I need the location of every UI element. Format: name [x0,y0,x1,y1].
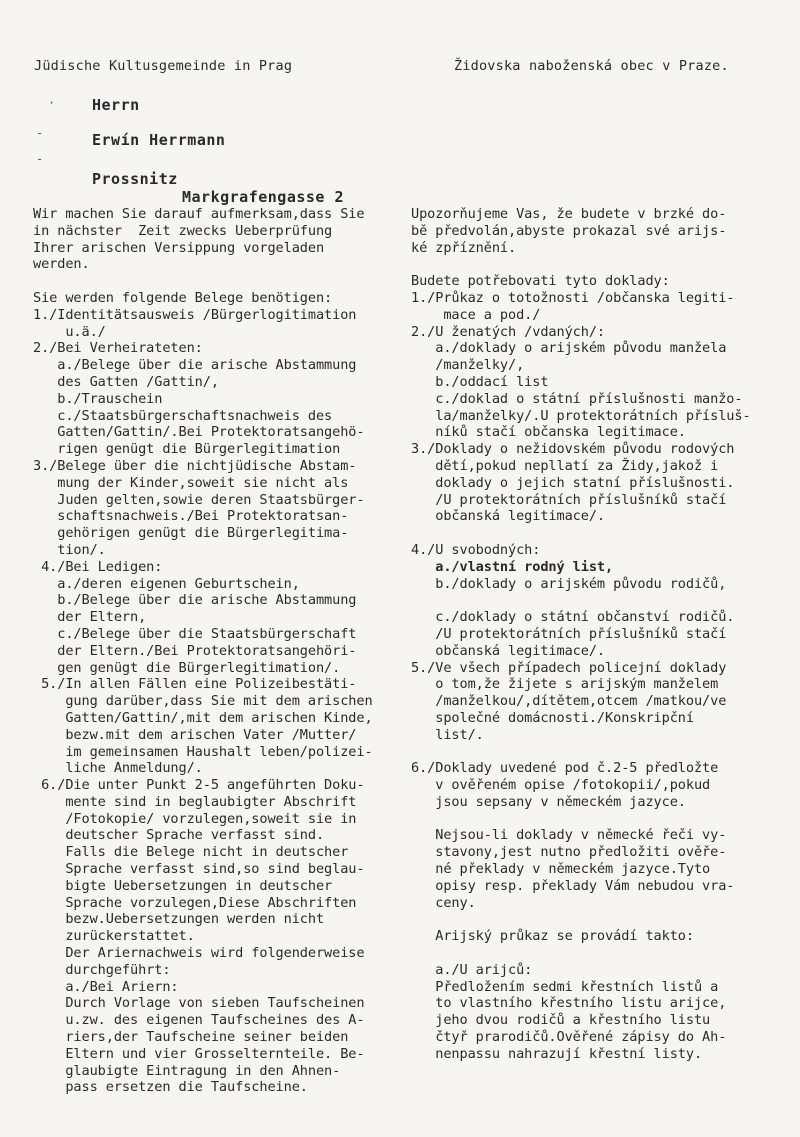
german-text-line: Juden gelten,sowie deren Staatsbürger- [33,491,365,508]
czech-text-line: 6./Doklady uvedené pod č.2-5 předložte [411,760,719,777]
czech-text-line: jsou sepsany v německém jazyce. [411,793,686,810]
margin-mark: · [48,96,56,110]
german-text-line [33,273,405,290]
german-text-column [33,206,405,1096]
czech-text-line: a./vlastní rodný list, [411,558,614,575]
german-text-line: c./Staatsbürgerschaftsnachweis des [33,407,333,424]
german-text-line: pass ersetzen die Taufscheine. [33,1079,308,1096]
german-text-line: 2./Bei Verheirateten: [33,340,203,357]
margin-mark: - [36,126,44,140]
czech-text-line: 4./U svobodných: [411,541,541,558]
czech-text-line: /U protektorátních příslušníků stačí [411,625,727,642]
czech-text-line: Předložením sedmi křestních listů a [411,978,719,995]
german-text-line: b./Trauschein [33,390,163,407]
german-text-line: in nächster Zeit zwecks Ueberprüfung [33,222,333,239]
german-text-line: durchgeführt: [33,961,171,978]
german-text-line: bezw.Uebersetzungen werden nicht [33,911,325,928]
german-text-line: 6./Die unter Punkt 2-5 angeführten Doku- [33,777,365,794]
address-city: Prossnitz [92,170,178,188]
czech-text-line: nenpassu nahrazují křestní listy. [411,1045,703,1062]
czech-text-line: občanská legitimace/. [411,642,606,659]
german-text-line: Ihrer arischen Versippung vorgeladen [33,239,325,256]
czech-text-line: dětí,pokud nepllatí za Židy,jakož i [411,457,719,474]
german-text-line: im gemeinsamen Haushalt leben/polizei- [33,743,373,760]
address-name: Erwín Herrmann [92,131,226,149]
czech-text-line [411,592,786,609]
czech-text-line: o tom,že žijete s arijským manželem [411,676,719,693]
german-text-line: u.ä./ [33,323,106,340]
german-text-line: des Gatten /Gattin/, [33,373,219,390]
german-text-line: /Fotokopie/ vorzulegen,soweit sie in [33,810,357,827]
czech-text-line: 5./Ve všech případech policejní doklady [411,659,727,676]
german-text-line: tion/. [33,541,106,558]
czech-text-line: bě předvolán,abyste prokazal své arijs- [411,222,727,239]
german-text-line: der Eltern, [33,609,147,626]
german-text-line: a./Bei Ariern: [33,978,179,995]
german-text-line: Wir machen Sie darauf aufmerksam,dass Sie [33,206,365,222]
czech-text-line: níků stačí občanska legitimace. [411,424,686,441]
address-salutation: Herrn [92,96,140,114]
czech-text-line: a./doklady o arijském původu manžela [411,340,727,357]
german-text-line: Der Ariernachweis wird folgenderweise [33,945,365,962]
czech-text-line: né překlady v německém jazyce.Tyto [411,861,711,878]
czech-text-line: ké zpříznění. [411,239,517,256]
czech-text-line: Arijský průkaz se provádí takto: [411,928,694,945]
german-text-line: 1./Identitätsausweis /Bürgerlogitimation [33,306,357,323]
german-text-line: liche Anmeldung/. [33,760,203,777]
czech-text-line [411,256,786,273]
czech-text-line: la/manželky/.U protektorátních přísluš- [411,407,751,424]
czech-text-line: občanská legitimace/. [411,508,606,525]
german-text-line: 5./In allen Fällen eine Polizeibestäti- [33,676,357,693]
czech-text-line: b./doklady o arijském původu rodičů, [411,575,727,592]
czech-text-line: ceny. [411,894,476,911]
german-text-line: c./Belege über die Staatsbürgerschaft [33,625,357,642]
czech-text-line: opisy resp. překlady Vám nebudou vra- [411,877,735,894]
czech-text-line: list/. [411,726,484,743]
czech-text-line: Budete potřebovati tyto doklady: [411,273,670,290]
german-text-line: mente sind in beglaubigter Abschrift [33,793,357,810]
german-text-line: Sprache vorzulegen,Diese Abschriften [33,894,357,911]
czech-text-line: jeho dvou rodičů a křestního listu [411,1012,711,1029]
german-text-line: rigen genügt die Bürgerlegitimation [33,441,341,458]
german-text-line: bigte Uebersetzungen in deutscher [33,877,333,894]
address-street: Markgrafengasse 2 [182,188,345,206]
czech-text-line [411,911,786,928]
german-text-line: mung der Kinder,soweit sie nicht als [33,474,349,491]
german-text-line: 4./Bei Ledigen: [33,558,163,575]
german-text-line: Durch Vorlage von sieben Taufscheinen [33,995,365,1012]
czech-text-line [411,744,786,761]
german-text-line: a./Belege über die arische Abstammung [33,357,357,374]
german-text-line: gen genügt die Bürgerlegitimation/. [33,659,341,676]
german-text-line: zurückerstattet. [33,928,195,945]
german-text-line: u.zw. des eigenen Taufscheines des A- [33,1012,365,1029]
german-text-line: schaftsnachweis./Bei Protektoratsan- [33,508,349,525]
czech-text-line: /U protektorátních příslušníků stačí [411,491,727,508]
czech-text-line: čtyř prarodičů.Ověřené zápisy do Ah- [411,1029,727,1046]
czech-text-line: /manželkou/,dítětem,otcem /matkou/ve [411,693,727,710]
german-text-line: a./deren eigenen Geburtschein, [33,575,300,592]
margin-mark: - [36,152,44,166]
czech-text-column [411,206,786,1063]
czech-text-line: c./doklady o státní občanství rodičů. [411,609,735,626]
german-text-line: werden. [33,256,90,273]
german-text-line: gehörigen genügt die Bürgerlegitima- [33,525,349,542]
german-text-line: der Eltern./Bei Protektoratsangehöri- [33,642,357,659]
czech-text-line: mace a pod./ [411,306,541,323]
german-text-line: b./Belege über die arische Abstammung [33,592,357,609]
german-text-line: Gatten/Gattin/,mit dem arischen Kinde, [33,709,373,726]
czech-text-line: společné domácnosti./Konskripční [411,709,694,726]
czech-text-line: c./doklad o státní příslušnosti manžo- [411,390,743,407]
czech-text-line [411,525,786,542]
german-text-line: glaubigte Eintragung in den Ahnen- [33,1062,341,1079]
german-text-line: 3./Belege über die nichtjüdische Abstam- [33,457,357,474]
czech-text-line: stavony,jest nutno předložiti ověře- [411,844,727,861]
german-text-line: gung darüber,dass Sie mit dem arischen [33,693,373,710]
czech-text-line: v ověřeném opise /fotokopii/,pokud [411,777,711,794]
czech-text-line: 2./U ženatých /vdaných/: [411,323,606,340]
czech-text-line: to vlastního křestního listu arijce, [411,995,727,1012]
czech-text-line: Nejsou-li doklady v německé řeči vy- [411,827,727,844]
german-text-line: bezw.mit dem arischen Vater /Mutter/ [33,726,357,743]
german-text-line: deutscher Sprache verfasst sind. [33,827,325,844]
german-text-line: Sprache verfasst sind,so sind beglau- [33,861,365,878]
header-left: Jüdische Kultusgemeinde in Prag [34,58,293,74]
czech-text-line: /manželky/, [411,357,525,374]
czech-text-line: a./U arijců: [411,961,533,978]
german-text-line: Sie werden folgende Belege benötigen: [33,289,333,306]
czech-text-line [411,811,786,828]
german-text-line: Falls die Belege nicht in deutscher [33,844,349,861]
header-right: Židovska naboženská obec v Praze. [454,58,729,74]
czech-text-line: 3./Doklady o nežidovském původu rodových [411,441,735,458]
german-text-line: Gatten/Gattin/.Bei Protektoratsangehö- [33,424,365,441]
german-text-line: riers,der Taufscheine seiner beiden [33,1029,349,1046]
german-text-line: Eltern und vier Grosselternteile. Be- [33,1045,365,1062]
czech-text-line: b./oddací list [411,373,549,390]
czech-text-line [411,945,786,962]
czech-text-line: doklady o jejich statní příslušnosti. [411,474,735,491]
czech-text-line: Upozorňujeme Vas, že budete v brzké do- [411,206,727,222]
czech-text-line: 1./Průkaz o totožnosti /občanska legiti- [411,289,735,306]
